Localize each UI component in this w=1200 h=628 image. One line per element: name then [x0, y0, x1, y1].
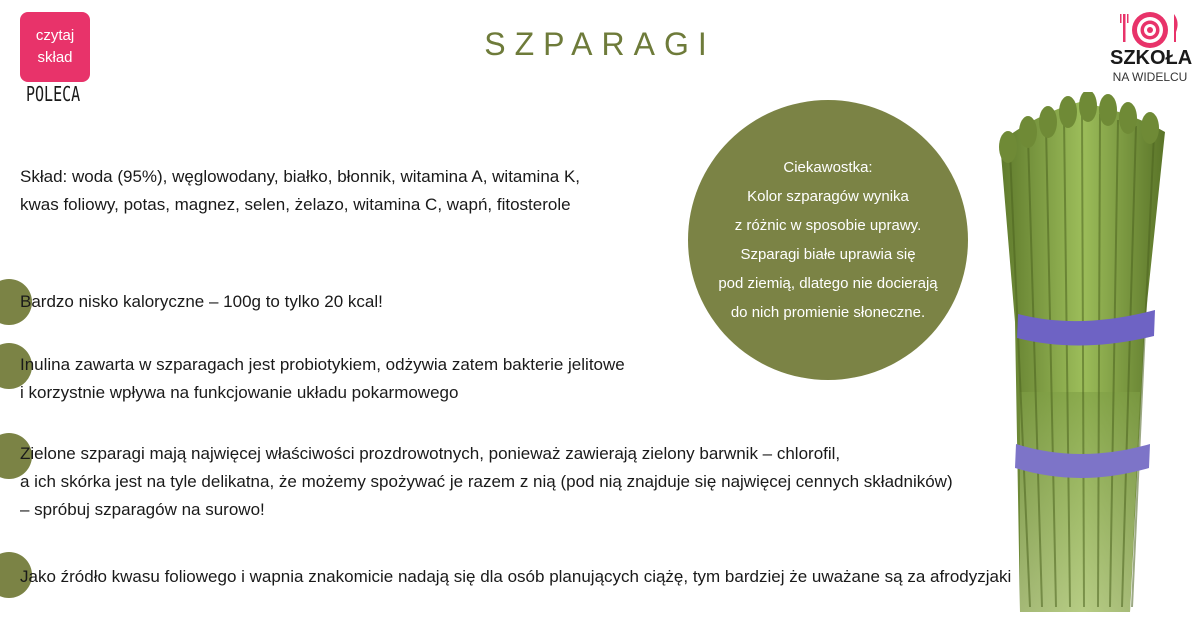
- logo-poleca: POLECA: [26, 82, 81, 106]
- page-title: SZPARAGI: [484, 26, 716, 62]
- benefit-line: – spróbuj szparagów na surowo!: [20, 500, 265, 519]
- fact-line: Kolor szparagów wynika: [747, 188, 909, 205]
- asparagus-image: [980, 92, 1180, 622]
- szkola-logo-title: SZKOŁA: [1110, 47, 1193, 69]
- benefit-line: a ich skórka jest na tyle delikatna, że możemy spożywać je razem z nią (pod nią znajduje się najwięcej cennych składników): [20, 472, 953, 491]
- fact-circle: [688, 100, 968, 380]
- fact-line: do nich promienie słoneczne.: [730, 304, 926, 321]
- logo-line-2: skład: [37, 49, 73, 66]
- composition-text: [20, 163, 700, 219]
- fact-line: z różnic w sposobie uprawy.: [734, 217, 922, 234]
- benefit-line: Zielone szparagi mają najwięcej właściwości prozdrowotnych, ponieważ zawierają zielony barwnik – chlorofil,: [20, 444, 841, 463]
- benefit-line: Bardzo nisko kaloryczne – 100g to tylko 20 kcal!: [20, 292, 383, 311]
- composition-line: Skład: woda (95%), węglowodany, białko, błonnik, witamina A, witamina K,: [20, 167, 581, 186]
- szkola-logo-subtitle: NA WIDELCU: [1112, 70, 1188, 84]
- fact-line: Ciekawostka:: [783, 159, 873, 176]
- benefit-line: Jako źródło kwasu foliowego i wapnia znakomicie nadają się dla osób planujących ciążę, tym bardziej że uważane są za afrodyzjaki: [20, 567, 1012, 586]
- fact-line: pod ziemią, dlatego nie docierają: [718, 275, 938, 292]
- logo-line-1: czytaj: [35, 27, 75, 44]
- composition-line: kwas foliowy, potas, magnez, selen, żelazo, witamina C, wapń, fitosterole: [20, 195, 571, 214]
- benefit-line: Inulina zawarta w szparagach jest probiotykiem, odżywia zatem bakterie jelitowe: [20, 355, 625, 374]
- fact-line: Szparagi białe uprawia się: [740, 246, 916, 263]
- benefit-line: i korzystnie wpływa na funkcjowanie układu pokarmowego: [20, 383, 459, 402]
